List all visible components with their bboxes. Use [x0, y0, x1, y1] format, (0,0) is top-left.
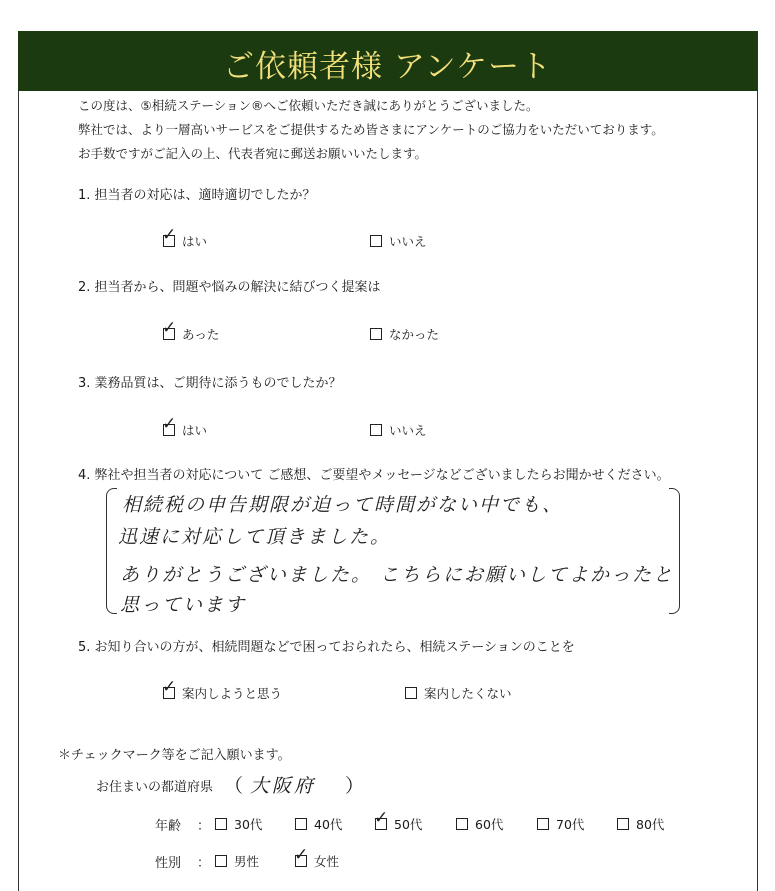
option-label: 案内しようと思う [182, 686, 283, 701]
check-mark-icon: ✓ [162, 318, 177, 338]
checkbox[interactable] [294, 845, 309, 867]
checkbox[interactable] [162, 318, 177, 340]
gender-label: 性別 [155, 856, 182, 871]
q1-option-yes[interactable] [162, 225, 208, 250]
intro-line-1: この度は、⑤相続ステーション®へご依頼いただき誠にありがとうございました。 [78, 98, 539, 113]
option-label: 80代 [636, 817, 665, 832]
checkbox[interactable] [370, 235, 382, 247]
check-mark-icon: ✓ [374, 808, 389, 828]
option-label: 40代 [314, 817, 343, 832]
option-label: 女性 [314, 854, 340, 869]
gender-option-female[interactable] [294, 845, 340, 870]
checkbox[interactable] [162, 414, 177, 436]
intro-line-3: お手数ですがご記入の上、代表者宛に郵送お願いいたします。 [78, 146, 428, 161]
q5-option-no[interactable] [405, 684, 512, 702]
age-label: 年齢 [155, 819, 182, 834]
question-2: 2. 担当者から、問題や悩みの解決に結びつく提案は [78, 280, 381, 295]
question-4: 4. 弊社や担当者の対応について ご感想、ご要望やメッセージなどございましたらお聞かせください。 [78, 468, 670, 483]
checkbox[interactable] [162, 677, 177, 699]
checkbox[interactable] [405, 687, 417, 699]
check-mark-icon: ✓ [294, 845, 309, 865]
check-mark-icon: ✓ [162, 225, 177, 245]
option-label: はい [182, 423, 208, 438]
option-label: なかった [389, 327, 440, 342]
gender-colon: ： [197, 856, 211, 871]
intro-line-2: 弊社では、より一層高いサービスをご提供するため皆さまにアンケートのご協力をいただいております。 [78, 122, 664, 137]
checkbox[interactable] [617, 818, 629, 830]
prefecture-close-paren: ） [345, 775, 365, 797]
option-label: 男性 [234, 854, 260, 869]
prefecture-value[interactable]: 大阪府 [250, 775, 317, 797]
check-mark-icon: ✓ [162, 414, 177, 434]
prefecture-open-paren: （ [224, 775, 244, 797]
gender-option-male[interactable] [215, 852, 259, 870]
option-label: あった [182, 327, 220, 342]
checkbox[interactable] [370, 424, 382, 436]
prefecture-label: お住まいの都道府県 [96, 780, 214, 795]
age-option-60[interactable] [456, 815, 503, 833]
checkbox[interactable] [162, 225, 177, 247]
checkbox[interactable] [370, 328, 382, 340]
age-option-70[interactable] [537, 815, 584, 833]
option-label: 70代 [556, 817, 585, 832]
checkbox[interactable] [537, 818, 549, 830]
checkbox[interactable] [374, 808, 389, 830]
checkbox[interactable] [215, 855, 227, 867]
answer-line-1: 相続税の申告期限が迫って時間がない中でも、 [122, 494, 564, 516]
header-band [18, 31, 757, 91]
q3-option-no[interactable] [370, 421, 427, 439]
right-bracket [669, 488, 680, 614]
left-bracket [106, 488, 117, 614]
q3-option-yes[interactable] [162, 414, 208, 439]
option-label: いいえ [389, 234, 427, 249]
age-colon: ： [197, 819, 211, 834]
age-option-30[interactable] [215, 815, 262, 833]
option-label: いいえ [389, 423, 427, 438]
option-label: 50代 [394, 817, 423, 832]
answer-line-3: ありがとうございました。 こちらにお願いしてよかったと [120, 564, 675, 586]
check-mark-icon: ✓ [162, 677, 177, 697]
option-label: 60代 [475, 817, 504, 832]
instruction-note: ＊チェックマーク等をご記入願います。 [58, 748, 291, 763]
age-option-50[interactable] [374, 808, 423, 833]
comment-answer-area[interactable] [106, 486, 680, 616]
option-label: はい [182, 234, 208, 249]
answer-line-4: 思っています [120, 594, 247, 616]
checkbox[interactable] [456, 818, 468, 830]
checkbox[interactable] [215, 818, 227, 830]
q2-option-no[interactable] [370, 325, 439, 343]
answer-line-2: 迅速に対応して頂きました。 [118, 526, 392, 548]
question-5: 5. お知り合いの方が、相続問題などで困っておられたら、相続ステーションのことを [78, 640, 575, 655]
option-label: 案内したくない [424, 686, 512, 701]
question-3: 3. 業務品質は、ご期待に添うものでしたか？ [78, 376, 342, 391]
page-title: ご依頼者様 アンケート [223, 49, 552, 85]
q1-option-no[interactable] [370, 232, 427, 250]
age-option-80[interactable] [617, 815, 664, 833]
checkbox[interactable] [295, 818, 307, 830]
option-label: 30代 [234, 817, 263, 832]
age-option-40[interactable] [295, 815, 342, 833]
question-1: 1. 担当者の対応は、適時適切でしたか？ [78, 188, 316, 203]
q2-option-yes[interactable] [162, 318, 220, 343]
q5-option-yes[interactable] [162, 677, 283, 702]
